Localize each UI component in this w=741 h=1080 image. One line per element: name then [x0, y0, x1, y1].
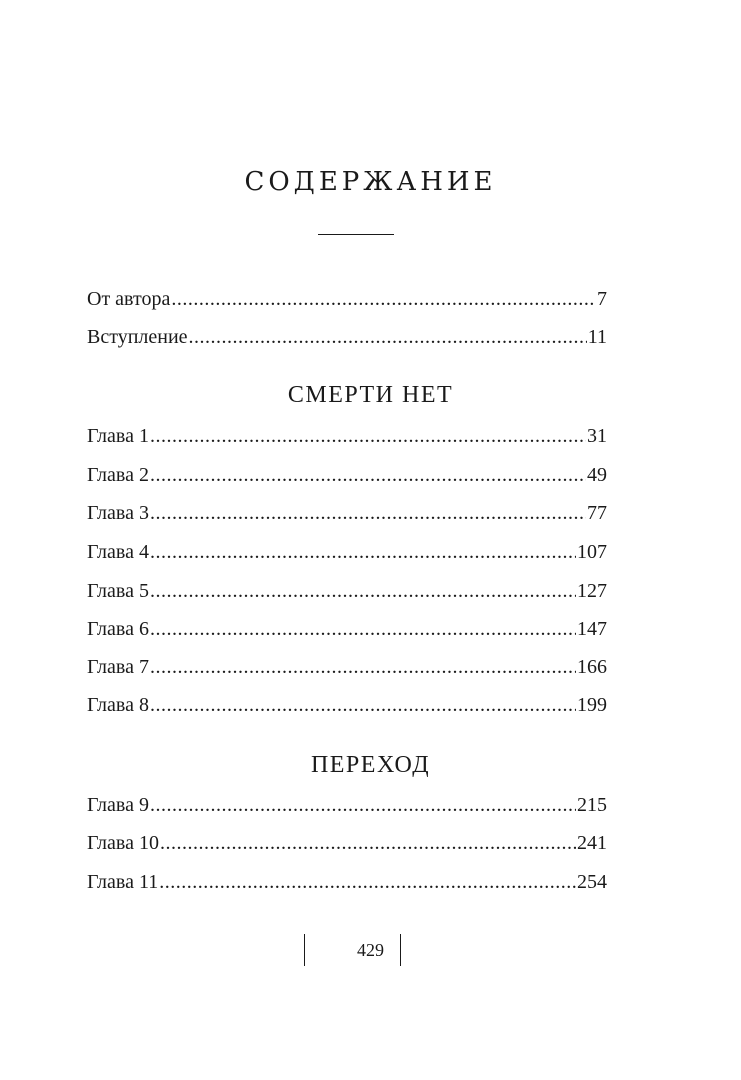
- page-number: 429: [357, 940, 384, 960]
- folio-right-bar: [400, 934, 401, 966]
- dot-leader: [150, 576, 576, 606]
- toc-entry-chapter-10[interactable]: [87, 828, 607, 858]
- dot-leader: [189, 322, 587, 352]
- toc-entry-label: Глава 1: [87, 425, 149, 447]
- toc-entry-page: 7: [597, 288, 607, 310]
- dot-leader: [150, 421, 586, 451]
- toc-entry-label: Глава 6: [87, 618, 149, 640]
- toc-entry-introduction[interactable]: [87, 322, 607, 352]
- toc-entry-page: 241: [577, 832, 607, 854]
- dot-leader: [150, 690, 576, 720]
- dot-leader: [160, 828, 576, 858]
- toc-entry-page: 147: [577, 618, 607, 640]
- toc-entry-chapter-3[interactable]: [87, 498, 607, 528]
- page-title: СОДЕРЖАНИЕ: [244, 167, 497, 197]
- title-rule: [318, 234, 394, 235]
- toc-entry-page: 11: [587, 326, 607, 348]
- toc-entry-chapter-7[interactable]: [87, 652, 607, 682]
- toc-entry-page: 254: [577, 871, 607, 893]
- toc-entry-label: Глава 7: [87, 656, 149, 678]
- dot-leader: [150, 498, 586, 528]
- toc-entry-page: 77: [587, 502, 607, 524]
- dot-leader: [150, 460, 586, 490]
- toc-entry-label: Глава 8: [87, 694, 149, 716]
- dot-leader: [150, 652, 576, 682]
- toc-entry-page: 107: [577, 541, 607, 563]
- part-title: СМЕРТИ НЕТ: [287, 382, 454, 408]
- toc-entry-label: Глава 10: [87, 832, 159, 854]
- part-title: ПЕРЕХОД: [310, 752, 431, 778]
- dot-leader: [150, 614, 576, 644]
- dot-leader: [159, 867, 576, 897]
- toc-entry-label: Глава 9: [87, 794, 149, 816]
- toc-entry-label: Глава 3: [87, 502, 149, 524]
- toc-entry-label: Глава 5: [87, 580, 149, 602]
- toc-entry-page: 166: [577, 656, 607, 678]
- dot-leader: [171, 284, 596, 314]
- toc-entry-chapter-9[interactable]: [87, 790, 607, 820]
- toc-entry-chapter-1[interactable]: [87, 421, 607, 451]
- dot-leader: [150, 537, 576, 567]
- toc-entry-page: 31: [587, 425, 607, 447]
- toc-entry-page: 127: [577, 580, 607, 602]
- toc-entry-chapter-2[interactable]: [87, 460, 607, 490]
- toc-entry-label: Глава 4: [87, 541, 149, 563]
- toc-entry-label: Глава 11: [87, 871, 159, 893]
- toc-entry-label: От автора: [87, 288, 171, 310]
- toc-entry-chapter-11[interactable]: [87, 867, 607, 897]
- toc-entry-label: Вступление: [87, 326, 188, 348]
- toc-entry-chapter-8[interactable]: [87, 690, 607, 720]
- toc-entry-chapter-6[interactable]: [87, 614, 607, 644]
- toc-entry-chapter-5[interactable]: [87, 576, 607, 606]
- dot-leader: [150, 790, 576, 820]
- toc-entry-chapter-4[interactable]: [87, 537, 607, 567]
- toc-entry-from-author[interactable]: [87, 284, 607, 314]
- toc-entry-page: 199: [577, 694, 607, 716]
- toc-entry-page: 49: [587, 464, 607, 486]
- toc-entry-label: Глава 2: [87, 464, 149, 486]
- toc-entry-page: 215: [577, 794, 607, 816]
